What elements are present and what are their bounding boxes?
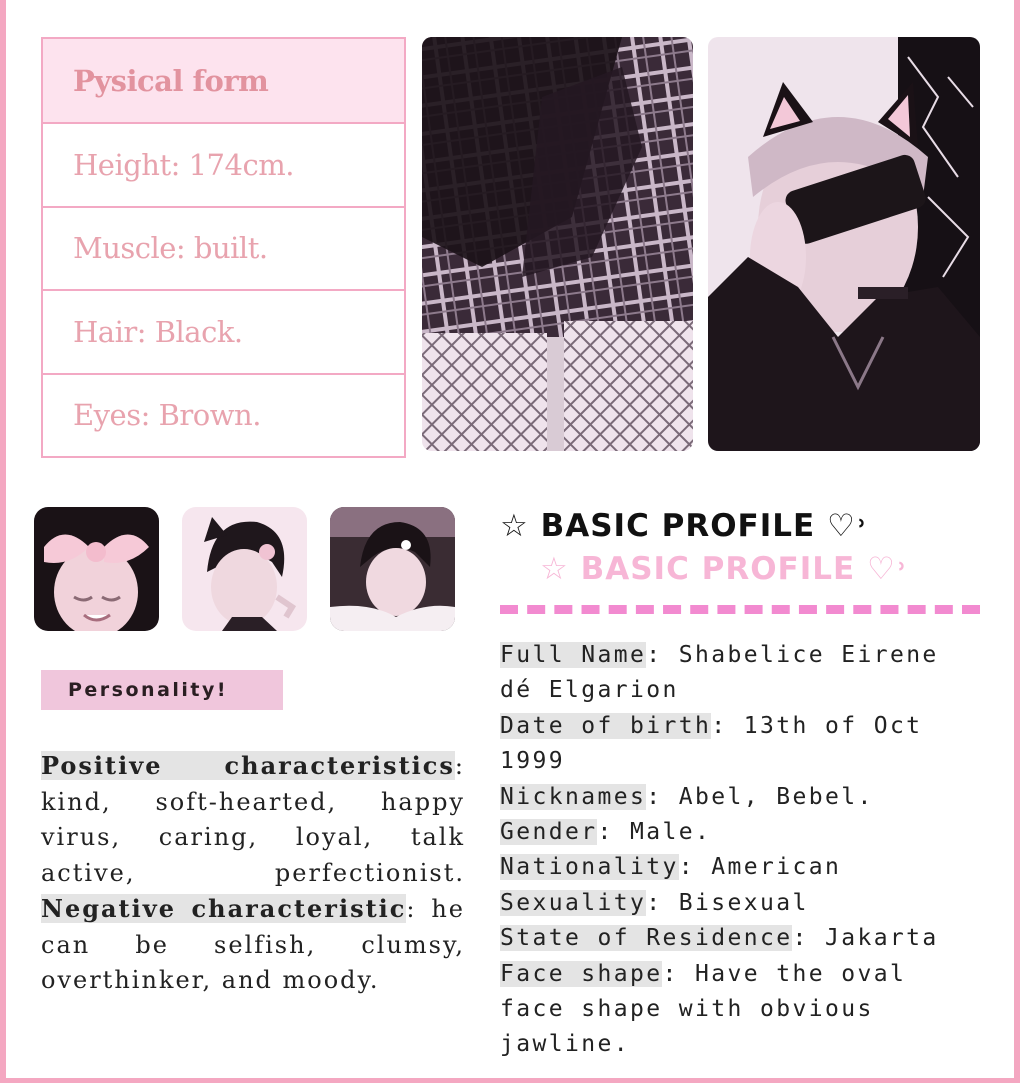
photo-portrait [708,37,980,451]
field-gender-key: Gender [500,819,598,846]
field-dob-key: Date of birth [500,712,712,739]
basic-profile-info [500,638,980,1063]
physical-muscle: Muscle: built. [43,206,404,289]
field-face-shape-key: Face shape [500,960,663,987]
field-face-shape-value: : Have the oval face shape with obvious jawline. [500,960,907,1058]
negative-characteristic-key: Negative characteristic [41,894,407,923]
basic-profile-heading-shadow: ☆ BASIC PROFILE ♡˒ [540,551,909,587]
personality-text [41,748,465,999]
field-nicknames-key: Nicknames [500,783,647,810]
personality-label: Personality! [41,670,283,710]
positive-characteristics-text: : kind, soft-hearted, happy virus, caring, loyal, talk active, perfectionist. [41,752,465,887]
field-nationality-value: : American [678,854,842,881]
thumbnail-photo-3 [330,507,455,631]
field-residence-key: State of Residence [500,925,793,952]
negative-characteristic-text: : he can be selfish, clumsy, overthinker, and moody. [41,895,465,994]
positive-characteristics-key: Positive characteristics [41,751,455,780]
field-full-name-value: : Shabelice Eirene dé Elgarion [500,642,939,704]
field-gender-value: : Male. [597,819,712,846]
physical-form-title: Pysical form [43,39,404,122]
thumbnail-photo-1 [34,507,159,631]
basic-profile-heading: ☆ BASIC PROFILE ♡˒ [500,508,869,544]
field-residence-value: : Jakarta [792,925,939,952]
field-sexuality-key: Sexuality [500,889,647,916]
photo-outfit [422,37,693,451]
field-nicknames-value: : Abel, Bebel. [646,783,874,810]
physical-eyes: Eyes: Brown. [43,373,404,456]
physical-hair: Hair: Black. [43,289,404,372]
field-dob-value: : 13th of Oct 1999 [500,712,923,775]
physical-form-table [41,37,406,458]
dashed-divider [500,605,980,614]
physical-height: Height: 174cm. [43,122,404,205]
field-full-name-key: Full Name [500,642,647,668]
field-sexuality-value: : Bisexual [646,889,809,916]
thumbnail-photo-2 [182,507,307,631]
field-nationality-key: Nationality [500,854,679,881]
